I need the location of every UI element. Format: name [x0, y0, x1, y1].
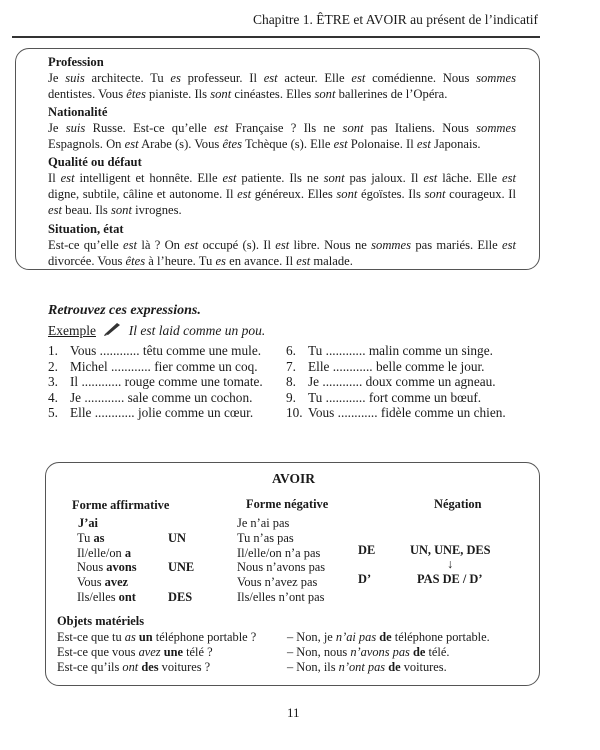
exercise-title: Retrouvez ces expressions.: [48, 303, 201, 318]
word-bold: avez: [104, 575, 129, 590]
word-bold: un: [135, 630, 153, 644]
article: UNE: [168, 560, 195, 575]
item-text: Je ............ doux comme un agneau.: [308, 374, 496, 390]
verb-italic: est: [60, 171, 75, 185]
verb-italic: sont: [314, 87, 336, 102]
verb-italic: sommes: [371, 238, 412, 252]
verb-italic: est: [296, 254, 311, 269]
text-segment: cinéastes. Elles: [231, 87, 315, 102]
item-text: Vous ............ têtu comme une mule.: [70, 343, 262, 358]
text-segment: voitures ?: [158, 659, 211, 674]
text-segment: professeur. Il: [180, 71, 264, 85]
exercise-item: [286, 343, 506, 359]
verb-italic: est: [333, 137, 348, 152]
text-segment: architecte. Tu: [84, 71, 171, 85]
affirmative-form: [77, 575, 128, 590]
example-label: Exemple: [48, 323, 96, 338]
item-text: Il ............ rouge comme une tomate.: [70, 374, 263, 390]
text-segment: téléphone portable ?: [152, 630, 257, 644]
section-text: [48, 70, 516, 102]
text-segment: pas Italiens. Nous: [363, 121, 477, 135]
word-bold: a: [124, 545, 132, 560]
item-text: Michel ............ fier comme un coq.: [70, 358, 258, 374]
text-segment: Il: [48, 171, 61, 185]
text-segment: courageux. Il: [445, 187, 517, 202]
exercise-example: [48, 322, 265, 339]
text-segment: – Non, ils: [287, 659, 339, 674]
text-segment: dentistes. Vous: [48, 87, 127, 102]
affirmative-form: [78, 516, 98, 531]
text-segment: égoïstes. Ils: [357, 187, 425, 202]
text-segment: à l’heure. Tu: [145, 254, 216, 269]
text-segment: Russe. Est-ce qu’elle: [85, 121, 214, 135]
verb-italic: as: [124, 630, 136, 644]
verb-italic: es: [215, 254, 226, 269]
text-segment: – Non, je: [287, 630, 336, 644]
text-segment: ballerines de l’Opéra.: [335, 87, 448, 102]
item-number: 10.: [286, 405, 303, 421]
word-bold: une: [160, 644, 183, 659]
text-segment: pas mariés. Elle: [411, 238, 502, 252]
text-segment: Tu: [77, 530, 94, 545]
item-number: 6.: [286, 343, 296, 358]
text-segment: généreux. Elles: [251, 187, 337, 202]
text-segment: Espagnols. On: [48, 137, 125, 152]
verb-italic: sont: [210, 87, 232, 102]
verb-italic: sont: [424, 187, 446, 202]
text-segment: beau. Ils: [62, 203, 111, 218]
section-profession: [48, 54, 516, 102]
text-segment: Arabe (s). Vous: [138, 137, 223, 152]
text-segment: téléphone portable.: [391, 630, 490, 644]
verb-italic: sommes: [476, 121, 517, 135]
verb-italic: est: [184, 238, 199, 252]
verb-italic: suis: [65, 71, 85, 85]
item-number: 9.: [286, 389, 296, 405]
verb-italic: est: [502, 238, 516, 252]
exercise-item: [286, 390, 506, 406]
affirmative-form: [77, 560, 137, 575]
exercise-item: [286, 359, 506, 375]
text-segment: Est-ce que tu: [57, 630, 125, 644]
text-segment: Je: [48, 121, 66, 135]
chapter-header: Chapitre 1. ÊTRE et AVOIR au présent de l’indicatif: [252, 12, 538, 27]
section-heading: Situation, état: [48, 222, 124, 236]
verb-italic: n’avons pas: [350, 644, 410, 659]
text-segment: Est-ce qu’elle: [48, 238, 124, 252]
question: [57, 645, 213, 660]
text-segment: patiente. Ils ne: [236, 171, 324, 185]
negative-form: Tu n’as pas: [237, 530, 294, 545]
item-text: Tu ............ fort comme un bœuf.: [308, 389, 482, 405]
negation-to: PAS DE / D’: [417, 572, 483, 586]
text-segment: Japonais.: [430, 137, 481, 152]
exercise-item: [48, 374, 263, 390]
exercise-item: [48, 405, 263, 421]
text-segment: Est-ce qu’ils: [57, 659, 123, 674]
text-segment: digne, subtile, câline et autonome. Il: [48, 187, 238, 202]
word-bold: J’ai: [78, 516, 98, 530]
item-number: 4.: [48, 389, 58, 405]
text-segment: Tchèque (s). Elle: [242, 137, 334, 152]
objects-heading: Objets matériels: [57, 614, 145, 628]
pencil-icon: [103, 322, 121, 336]
item-number: 7.: [286, 358, 296, 374]
exercise-column-right: [286, 343, 506, 421]
item-number: 5.: [48, 405, 58, 421]
exercise-item: [48, 359, 263, 375]
item-text: Elle ............ jolie comme un cœur.: [70, 405, 254, 421]
word-bold: des: [138, 659, 159, 674]
item-text: Tu ............ malin comme un singe.: [308, 343, 493, 358]
section-text: [48, 170, 516, 219]
verb-italic: est: [222, 171, 237, 185]
text-segment: ivrognes.: [131, 203, 182, 218]
affirmative-form: [77, 531, 104, 546]
text-segment: Française ? Ils ne: [228, 121, 343, 135]
verb-italic: sommes: [476, 71, 516, 85]
text-segment: Je: [48, 71, 66, 85]
text-segment: lâche. Elle: [437, 171, 502, 185]
text-segment: libre. Nous ne: [289, 238, 372, 252]
text-segment: télé.: [425, 644, 450, 659]
section-text: [48, 237, 516, 269]
item-text: Je ............ sale comme un cochon.: [70, 389, 253, 405]
text-segment: occupé (s). Il: [198, 238, 276, 252]
header-rule: [12, 36, 540, 38]
text-segment: Nous: [77, 560, 107, 575]
col-negation-heading: Négation: [434, 497, 482, 511]
affirmative-form: [77, 546, 131, 561]
verb-italic: sont: [110, 203, 132, 218]
article: UN: [168, 530, 186, 545]
text-segment: voitures.: [400, 659, 447, 674]
section-heading: Qualité ou défaut: [48, 155, 142, 169]
verb-italic: est: [351, 71, 366, 85]
answer: [287, 645, 449, 660]
section-qualite: [48, 154, 516, 219]
text-segment: Ils/elles: [77, 590, 119, 604]
negative-form: Il/elle/on n’a pas: [237, 545, 321, 560]
verb-italic: sont: [342, 121, 364, 135]
verb-italic: avez: [138, 644, 161, 659]
answer: [287, 630, 490, 645]
exercise-column-left: [48, 343, 263, 421]
item-number: 3.: [48, 374, 58, 390]
word-bold: as: [93, 530, 105, 545]
text-segment: Est-ce que vous: [57, 644, 139, 659]
verb-italic: est: [263, 71, 278, 85]
page-number: 11: [287, 705, 300, 720]
verb-italic: sont: [323, 171, 345, 185]
text-segment: Polonaise. Il: [347, 137, 417, 152]
text-segment: pas jaloux. Il: [344, 171, 424, 185]
negative-form: Ils/elles n’ont pas: [237, 590, 325, 604]
word-bold: ont: [118, 590, 136, 604]
verb-italic: est: [48, 203, 62, 218]
text-segment: – Non, nous: [287, 644, 351, 659]
exercise-item: [48, 343, 263, 359]
example-text: Il est laid comme un pou.: [128, 323, 266, 338]
exercise-item: [286, 405, 506, 421]
verb-italic: ont: [122, 659, 139, 674]
verb-italic: êtes: [125, 254, 146, 269]
text-segment: Vous: [77, 575, 105, 590]
item-number: 2.: [48, 358, 58, 374]
verb-italic: êtes: [222, 137, 243, 152]
word-bold: de: [409, 644, 426, 659]
text-segment: malade.: [310, 254, 353, 269]
arrow-down-icon: ↓: [447, 557, 454, 571]
verb-italic: est: [275, 238, 290, 252]
text-segment: en avance. Il: [225, 254, 297, 269]
text-segment: télé ?: [182, 644, 213, 659]
verb-italic: est: [423, 171, 438, 185]
verb-italic: n’ai pas: [335, 630, 377, 644]
text-segment: acteur. Elle: [277, 71, 352, 85]
question: [57, 660, 210, 675]
word-bold: de: [376, 630, 392, 644]
text-segment: pianiste. Ils: [145, 87, 211, 102]
item-text: Elle ............ belle comme le jour.: [308, 358, 485, 374]
verb-italic: sont: [336, 187, 358, 202]
negation-from: UN, UNE, DES: [410, 543, 491, 557]
verb-italic: es: [170, 71, 181, 85]
word-bold: avons: [106, 560, 137, 575]
section-nationalite: [48, 104, 516, 152]
verb-italic: n’ont pas: [338, 659, 386, 674]
item-number: 8.: [286, 374, 296, 390]
neg-article-d: D’: [358, 572, 372, 586]
text-segment: là ? On: [137, 238, 185, 252]
article: DES: [168, 590, 193, 604]
avoir-title: AVOIR: [272, 471, 315, 486]
exercise-item: [48, 390, 263, 406]
col-negative-heading: Forme négative: [246, 497, 329, 511]
section-heading: Profession: [48, 55, 104, 69]
section-situation: [48, 221, 516, 269]
word-bold: de: [385, 659, 401, 674]
item-text: Vous ............ fidèle comme un chien.: [308, 405, 506, 421]
exercise-item: [286, 374, 506, 390]
verb-italic: est: [124, 137, 139, 152]
verb-italic: êtes: [126, 87, 146, 102]
affirmative-form: [77, 590, 136, 605]
verb-italic: est: [502, 171, 516, 185]
question: [57, 630, 256, 645]
negative-form: Je n’ai pas: [237, 516, 290, 530]
text-segment: intelligent et honnête. Elle: [74, 171, 223, 185]
negative-form: Nous n’avons pas: [237, 560, 326, 575]
negative-form: Vous n’avez pas: [237, 575, 318, 590]
verb-italic: est: [123, 238, 138, 252]
text-segment: comédienne. Nous: [365, 71, 477, 85]
verb-italic: est: [214, 121, 228, 135]
verb-italic: est: [416, 137, 431, 152]
col-affirmative-heading: Forme affirmative: [72, 498, 170, 512]
answer: [287, 660, 447, 675]
neg-article-de: DE: [358, 543, 376, 557]
item-number: 1.: [48, 343, 58, 358]
text-segment: Il/elle/on: [77, 545, 125, 560]
section-heading: Nationalité: [48, 105, 108, 119]
verb-italic: suis: [65, 121, 86, 135]
verb-italic: est: [237, 187, 252, 202]
section-text: [48, 120, 516, 152]
text-segment: divorcée. Vous: [48, 254, 126, 269]
